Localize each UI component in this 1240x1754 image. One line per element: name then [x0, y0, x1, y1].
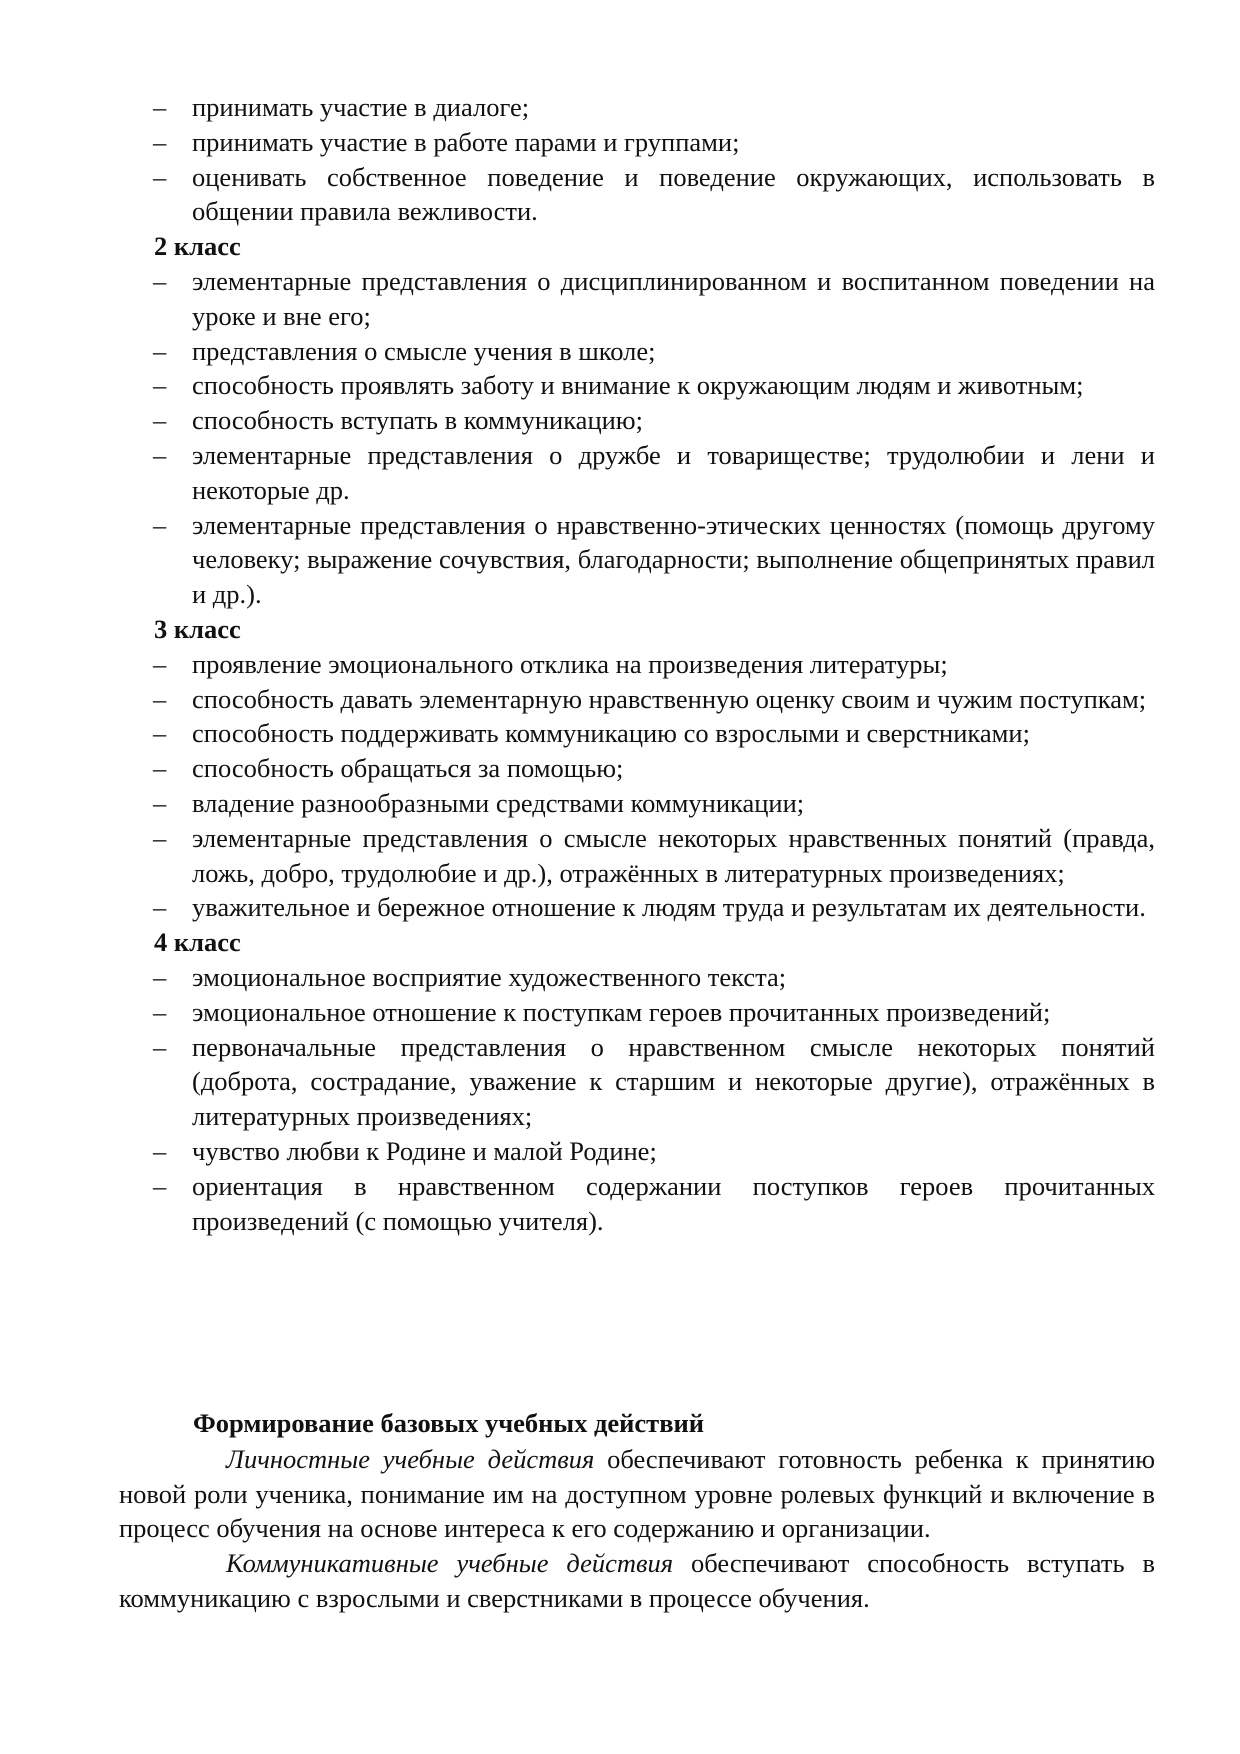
list-item: – ориентация в нравственном содержании поступков героев прочитанных произведений (с помощью учителя). — [153, 1169, 1155, 1239]
list-item: – элементарные представления о дисциплинированном и воспитанном поведении на уроке и вне его; — [153, 264, 1155, 334]
list-item: – способность обращаться за помощью; — [153, 751, 1155, 786]
list-item: – принимать участие в работе парами и группами; — [153, 125, 1155, 160]
list-item: – принимать участие в диалоге; — [153, 90, 1155, 125]
list-item: – владение разнообразными средствами коммуникации; — [153, 786, 1155, 821]
list-item: – уважительное и бережное отношение к людям труда и результатам их деятельности. — [153, 890, 1155, 925]
grade-heading: 2 класс — [154, 231, 241, 262]
paragraph-term: Личностные учебные действия — [226, 1443, 595, 1474]
grade-2-list — [153, 264, 1155, 612]
basic-actions-section — [119, 1406, 1155, 1616]
section-title: Формирование базовых учебных действий — [193, 1408, 705, 1438]
paragraph-term: Коммуникативные учебные действия — [226, 1548, 674, 1579]
paragraph-text: обеспечивают готовность ребенка к принятию новой роли ученика, понимание им на доступном уровне ролевых функций и включение в процесс обучения на основе интереса к его содержанию и организации. — [119, 1443, 1156, 1544]
intro-list — [153, 90, 1155, 229]
paragraph-text: обеспечивают способность вступать в коммуникацию с взрослыми и сверстниками в процессе обучения. — [119, 1548, 1155, 1613]
list-item: – элементарные представления о нравственно-этических ценностях (помощь другому человеку; выражение сочувствия, благодарности; выполнение общепринятых правил и др.). — [153, 508, 1155, 612]
list-item: – эмоциональное отношение к поступкам героев прочитанных произведений; — [153, 995, 1155, 1030]
grade-3-list — [153, 647, 1155, 925]
list-item: – элементарные представления о смысле некоторых нравственных понятий (правда, ложь, добро, трудолюбие и др.), отражённых в литературных произведениях; — [153, 821, 1155, 891]
list-item: – способность поддерживать коммуникацию со взрослыми и сверстниками; — [153, 716, 1155, 751]
list-item: – представления о смысле учения в школе; — [153, 334, 1155, 369]
list-item: – элементарные представления о дружбе и товариществе; трудолюбии и лени и некоторые др. — [153, 438, 1155, 508]
list-item: – способность давать элементарную нравственную оценку своим и чужим поступкам; — [153, 682, 1155, 717]
list-item: – способность проявлять заботу и внимание к окружающим людям и животным; — [153, 368, 1155, 403]
paragraph-personal-actions — [119, 1442, 1155, 1546]
list-item: – чувство любви к Родине и малой Родине; — [153, 1134, 1155, 1169]
list-item: – проявление эмоционального отклика на произведения литературы; — [153, 647, 1155, 682]
list-item: – оценивать собственное поведение и поведение окружающих, использовать в общении правила вежливости. — [153, 160, 1155, 230]
results-list-block — [153, 90, 1155, 1238]
list-item: – первоначальные представления о нравственном смысле некоторых понятий (доброта, сострадание, уважение к старшим и некоторые другие), отражённых в литературных произведениях; — [153, 1030, 1155, 1134]
grade-heading: 4 класс — [154, 927, 241, 958]
paragraph-communicative-actions — [119, 1546, 1155, 1616]
list-item: – эмоциональное восприятие художественного текста; — [153, 960, 1155, 995]
grade-4-list — [153, 960, 1155, 1238]
grade-heading: 3 класс — [154, 613, 241, 644]
list-item: – способность вступать в коммуникацию; — [153, 403, 1155, 438]
